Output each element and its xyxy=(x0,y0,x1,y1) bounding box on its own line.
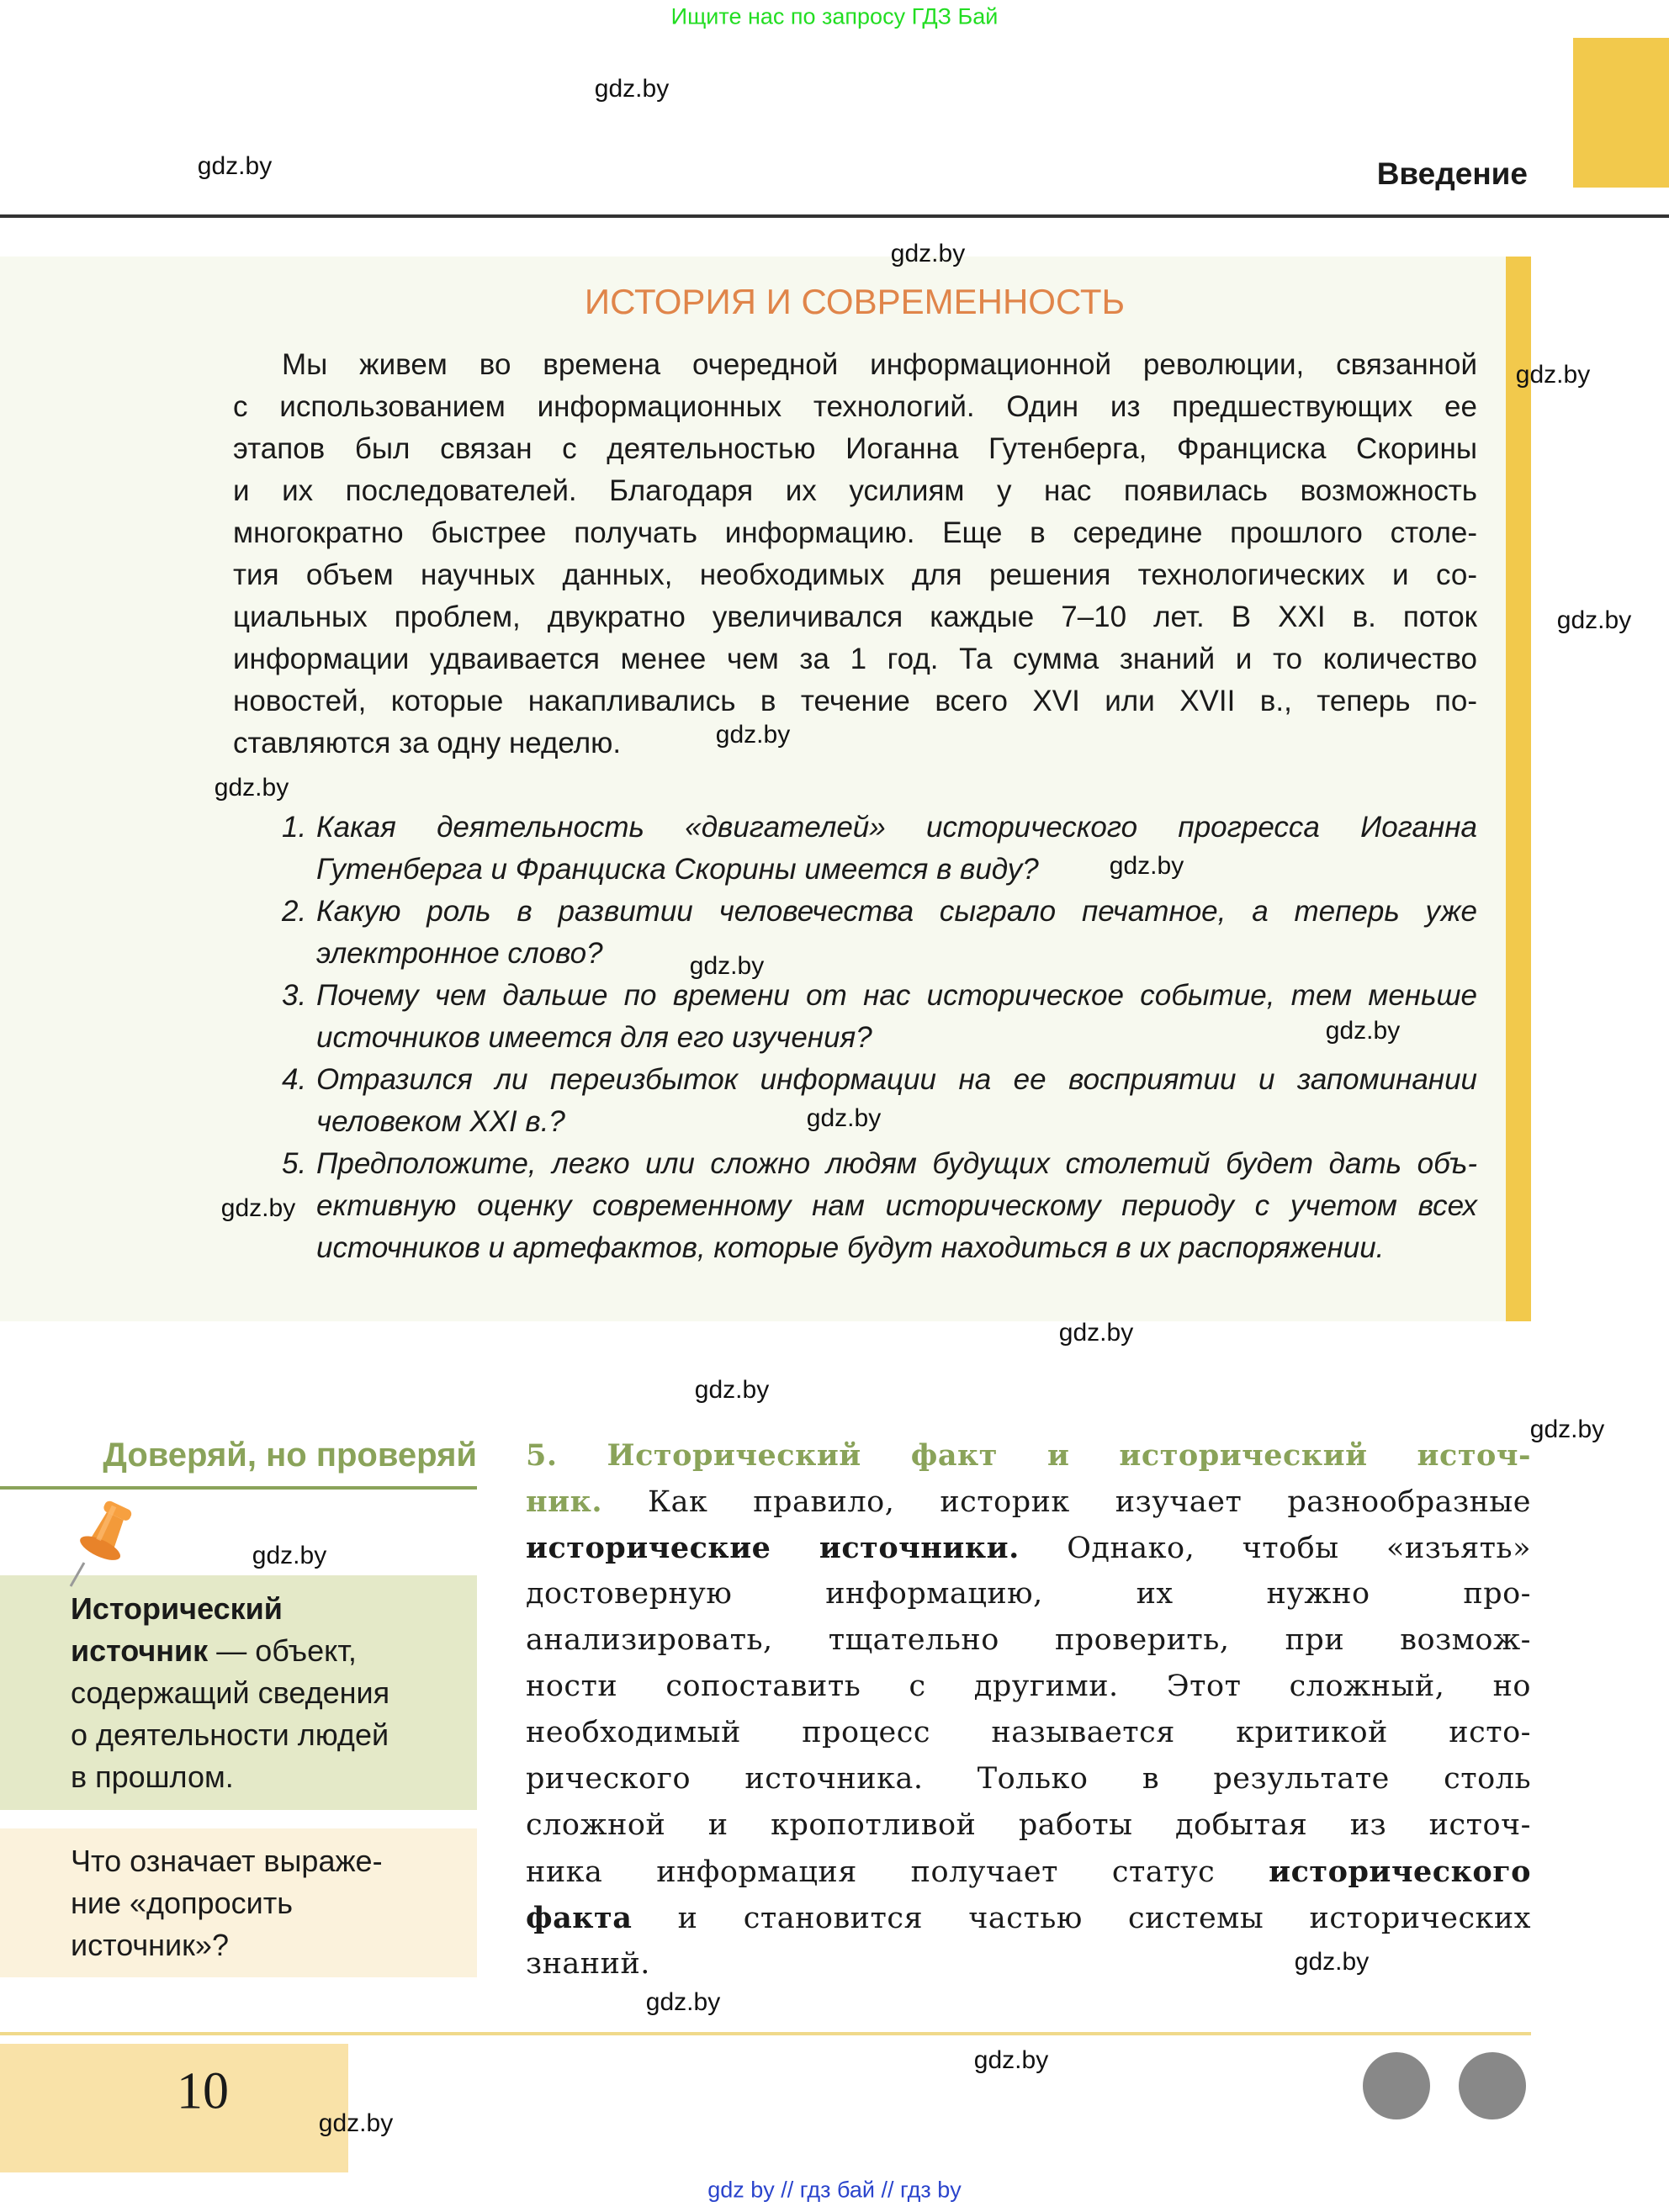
definition-segment: источник xyxy=(71,1633,209,1668)
paragraph-line: новостей, которые накапливались в течение всего XVI или XVII в., теперь по- xyxy=(233,685,1477,717)
aside-question-line: Что означает выраже- xyxy=(71,1844,383,1878)
question-line: человеком XXI в.? xyxy=(316,1105,565,1138)
watermark-text: gdz.by xyxy=(1109,852,1184,880)
watermark-text: gdz.by xyxy=(1556,606,1632,634)
main-text-line xyxy=(526,1756,1531,1802)
section-title: Введение xyxy=(1376,156,1528,191)
main-text-line xyxy=(526,1479,1531,1526)
watermark-text: gdz.by xyxy=(220,1194,296,1222)
watermark-text: gdz.by xyxy=(318,2109,394,2137)
question-line: Какую роль в развитии человечества сыграло печатное, а теперь уже xyxy=(316,895,1477,928)
question-line: источников имеется для его изучения? xyxy=(316,1021,872,1054)
main-text-line xyxy=(526,1802,1531,1849)
watermark-text: gdz.by xyxy=(890,240,966,267)
definition-segment: Исторический xyxy=(71,1591,283,1626)
definition-line xyxy=(71,1630,357,1672)
paragraph-line: информации удваивается менее чем за 1 год. Та сумма знаний и то количество xyxy=(233,643,1477,675)
page-number: 10 xyxy=(177,2062,229,2120)
aside-question-line: ние «допросить xyxy=(71,1886,293,1920)
main-text-line xyxy=(526,1432,1531,1479)
section-heading: ник. xyxy=(526,1484,603,1519)
main-text-line xyxy=(526,1710,1531,1756)
question-line: Гутенберга и Франциска Скорины имеется в виду? xyxy=(316,853,1039,886)
paragraph-line: многократно быстрее получать информацию. Еще в середине прошлого столе- xyxy=(233,516,1477,549)
history-box-title: ИСТОРИЯ И СОВРЕМЕННОСТЬ xyxy=(584,282,1126,321)
text-segment: Однако, чтобы «изъять» xyxy=(1019,1532,1531,1565)
decor-dot-icon xyxy=(1363,2052,1430,2119)
header-divider xyxy=(0,214,1669,218)
chapter-tab xyxy=(1573,38,1669,188)
definition-segment: содержащий сведения xyxy=(71,1675,390,1710)
search-hint-banner: Ищите нас по запросу ГДЗ Бай xyxy=(670,3,999,29)
history-box-accent-bar xyxy=(1506,257,1531,1321)
decor-dot-icon xyxy=(1459,2052,1526,2119)
question-line: Почему чем дальше по времени от нас историческое событие, тем меньше xyxy=(316,979,1477,1012)
watermark-text: gdz.by xyxy=(214,774,289,802)
main-text-line xyxy=(526,1617,1531,1664)
text-segment: рического источника. Только в результате столь xyxy=(526,1762,1531,1796)
paragraph-line: циальных проблем, двукратно увеличивался каждые 7–10 лет. В XXI в. поток xyxy=(233,601,1477,633)
watermark-text: gdz.by xyxy=(1515,361,1591,389)
main-text-line xyxy=(526,1941,1531,1987)
definition-line xyxy=(71,1588,283,1630)
text-segment: достоверную информацию, их нужно про- xyxy=(526,1577,1531,1611)
footer-divider xyxy=(0,2032,1531,2035)
question-number: 3. xyxy=(282,979,307,1012)
text-segment: Как правило, историк изучает разнообразные xyxy=(602,1485,1531,1519)
watermark-text: gdz.by xyxy=(1529,1416,1605,1443)
aside-question-line: источник»? xyxy=(71,1928,229,1962)
definition-line xyxy=(71,1714,389,1756)
watermark-text: gdz.by xyxy=(645,1988,721,2016)
watermark-text: gdz.by xyxy=(1294,1948,1370,1976)
watermark-text: gdz.by xyxy=(594,75,670,103)
paragraph-line: тия объем научных данных, необходимых для решения технологических и со- xyxy=(233,558,1477,591)
watermark-text: gdz.by xyxy=(197,152,273,180)
watermark-text: gdz.by xyxy=(689,952,765,980)
section-heading: 5. Исторический факт и исторический источ- xyxy=(526,1438,1531,1473)
main-text-line xyxy=(526,1664,1531,1710)
watermark-text: gdz.by xyxy=(1325,1017,1401,1045)
question-line: Какая деятельность «двигателей» исторического прогресса Иоганна xyxy=(316,811,1477,844)
aside-divider xyxy=(0,1486,477,1490)
paragraph-line: ставляются за одну неделю. xyxy=(233,727,622,759)
page-number-box xyxy=(0,2044,348,2172)
question-number: 5. xyxy=(282,1147,307,1180)
main-text-line xyxy=(526,1895,1531,1942)
question-line: источников и артефактов, которые будут находиться в их распоряжении. xyxy=(316,1231,1385,1264)
main-text-line xyxy=(526,1571,1531,1617)
watermark-text: gdz.by xyxy=(694,1376,770,1404)
question-line: электронное слово? xyxy=(316,937,603,970)
paragraph-line: Мы живем во времена очередной информационной революции, связанной xyxy=(282,348,1477,381)
text-segment: ности сопоставить с другими. Этот сложный, но xyxy=(526,1670,1531,1703)
footer-links[interactable]: gdz by // гдз бай // гдз by xyxy=(707,2177,962,2203)
paragraph-line: и их последователей. Благодаря их усилиям у нас появилась возможность xyxy=(233,474,1477,507)
text-segment: необходимый процесс называется критикой исто- xyxy=(526,1716,1531,1749)
definition-segment: в прошлом. xyxy=(71,1760,234,1794)
watermark-text: gdz.by xyxy=(715,721,791,749)
watermark-text: gdz.by xyxy=(252,1542,327,1569)
text-segment: анализировать, тщательно проверить, при возмож- xyxy=(526,1623,1531,1657)
question-number: 1. xyxy=(282,811,307,844)
text-segment: знаний. xyxy=(526,1947,650,1981)
question-line: ективную оценку современному нам историческому периоду с учетом всех xyxy=(316,1189,1477,1222)
paragraph-line: этапов был связан с деятельностью Иоганна Гутенберга, Франциска Скорины xyxy=(233,432,1477,465)
pushpin-icon xyxy=(59,1495,151,1588)
text-segment: исторические источники. xyxy=(526,1531,1020,1565)
main-text-line xyxy=(526,1849,1531,1896)
text-segment: ника информация получает статус xyxy=(526,1855,1269,1889)
paragraph-line: с использованием информационных технологий. Один из предшествующих ее xyxy=(233,390,1477,423)
main-text-line xyxy=(526,1525,1531,1572)
definition-line xyxy=(71,1672,389,1714)
text-segment: факта xyxy=(526,1901,633,1935)
text-segment: исторического xyxy=(1269,1855,1531,1889)
definition-segment: о деятельности людей xyxy=(71,1717,389,1752)
question-number: 4. xyxy=(282,1063,307,1096)
definition-segment: — объект, xyxy=(208,1633,357,1668)
watermark-text: gdz.by xyxy=(806,1104,882,1132)
question-line: Отразился ли переизбыток информации на ее восприятии и запоминании xyxy=(316,1063,1477,1096)
watermark-text: gdz.by xyxy=(973,2046,1049,2074)
question-line: Предположите, легко или сложно людям будущих столетий будет дать объ- xyxy=(316,1147,1477,1180)
text-segment: сложной и кропотливой работы добытая из источ- xyxy=(526,1808,1531,1842)
aside-title: Доверяй, но проверяй xyxy=(103,1437,477,1474)
text-segment: и становится частью системы исторических xyxy=(632,1902,1531,1935)
definition-line xyxy=(71,1756,234,1798)
question-number: 2. xyxy=(282,895,307,928)
watermark-text: gdz.by xyxy=(1058,1319,1134,1347)
